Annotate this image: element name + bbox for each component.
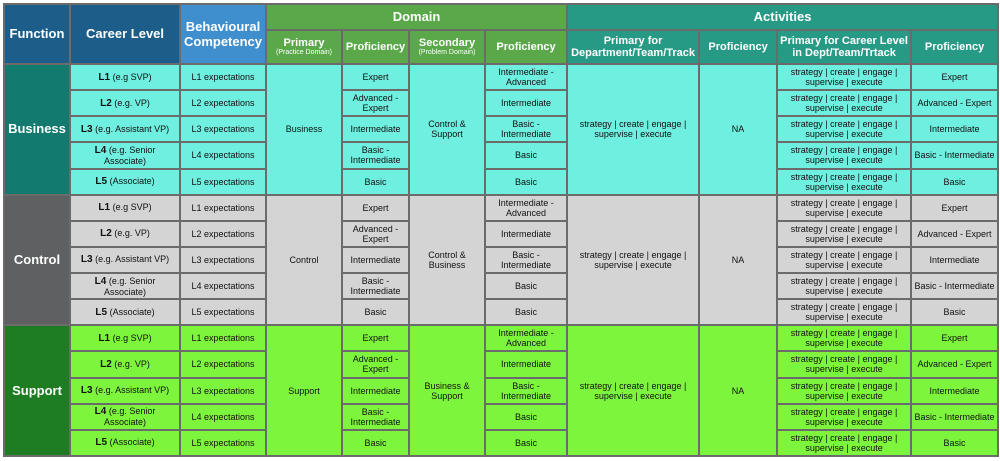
career-level-cell: [70, 64, 180, 90]
career-level-code: L5: [95, 437, 108, 449]
career-proficiency-cell: Basic - Intermediate: [911, 273, 998, 299]
career-proficiency-cell: Basic: [911, 299, 998, 325]
primary-proficiency-cell: Intermediate: [342, 116, 409, 142]
behavioural-expectation: L1 expectations: [180, 195, 266, 221]
career-activities-cell: strategy | create | engage | supervise | execute: [777, 430, 911, 456]
career-proficiency-cell: Basic: [911, 169, 998, 195]
career-activities-cell: strategy | create | engage | supervise | execute: [777, 116, 911, 142]
career-level-cell: [70, 430, 180, 456]
primary-proficiency-cell: Expert: [342, 325, 409, 351]
behavioural-expectation: L5 expectations: [180, 169, 266, 195]
career-level-example: (e.g. Senior Associate): [103, 144, 156, 166]
career-level-example: (e.g. VP): [114, 358, 150, 369]
career-level-example: (Associate): [109, 437, 155, 448]
secondary-domain-cell: Business & Support: [409, 325, 485, 456]
secondary-domain-cell: Control & Business: [409, 195, 485, 326]
career-activities-cell: strategy | create | engage | supervise | execute: [777, 404, 911, 430]
career-level-example: (e.g. Assistant VP): [95, 123, 170, 134]
career-level-code: L2: [100, 97, 112, 109]
career-activities-cell: strategy | create | engage | supervise | execute: [777, 325, 911, 351]
header-activities: Activities: [567, 4, 998, 30]
behavioural-expectation: L5 expectations: [180, 430, 266, 456]
table-row: [4, 142, 998, 168]
table-row: [4, 430, 998, 456]
career-level-code: L1: [98, 332, 111, 344]
career-level-example: (e.g. Assistant VP): [95, 254, 170, 265]
secondary-proficiency-cell: Basic: [485, 169, 567, 195]
career-level-example: (Associate): [109, 176, 155, 187]
table-row: [4, 116, 998, 142]
career-activities-cell: strategy | create | engage | supervise | execute: [777, 169, 911, 195]
behavioural-expectation: L2 expectations: [180, 90, 266, 116]
function-label: Business: [4, 64, 70, 195]
career-level-example: (e.g. Senior Associate): [103, 275, 156, 297]
career-level-example: (e.g. VP): [114, 97, 150, 108]
secondary-proficiency-cell: Basic - Intermediate: [485, 378, 567, 404]
function-label: Support: [4, 325, 70, 456]
dept-activities-cell: strategy | create | engage | supervise | execute: [567, 195, 699, 326]
primary-proficiency-cell: Basic: [342, 299, 409, 325]
career-proficiency-cell: Expert: [911, 64, 998, 90]
primary-domain-cell: Support: [266, 325, 342, 456]
secondary-proficiency-cell: Intermediate: [485, 90, 567, 116]
header-secondary-domain: [409, 30, 485, 64]
dept-proficiency-cell: NA: [699, 64, 777, 195]
career-level-example: (e.g. VP): [114, 228, 150, 239]
table-row: [4, 247, 998, 273]
secondary-proficiency-cell: Intermediate: [485, 221, 567, 247]
behavioural-expectation: L4 expectations: [180, 273, 266, 299]
table-row: [4, 351, 998, 377]
table-row: [4, 273, 998, 299]
career-level-code: L5: [95, 176, 108, 188]
career-level-cell: [70, 116, 180, 142]
behavioural-expectation: L5 expectations: [180, 299, 266, 325]
career-level-example: (e.g. Senior Associate): [103, 406, 156, 428]
career-activities-cell: strategy | create | engage | supervise | execute: [777, 273, 911, 299]
career-proficiency-cell: Intermediate: [911, 378, 998, 404]
career-proficiency-cell: Advanced - Expert: [911, 221, 998, 247]
career-level-cell: [70, 378, 180, 404]
primary-proficiency-cell: Expert: [342, 195, 409, 221]
header-primary-dept: Primary for Department/Team/Track: [567, 30, 699, 64]
career-level-cell: [70, 299, 180, 325]
career-level-example: (e.g SVP): [112, 332, 152, 343]
career-proficiency-cell: Advanced - Expert: [911, 351, 998, 377]
table-row: [4, 378, 998, 404]
career-level-code: L2: [100, 358, 112, 370]
header-function: Function: [4, 4, 70, 64]
secondary-proficiency-cell: Basic: [485, 273, 567, 299]
behavioural-expectation: L2 expectations: [180, 351, 266, 377]
career-level-code: L3: [80, 385, 93, 397]
primary-proficiency-cell: Basic - Intermediate: [342, 273, 409, 299]
table-row: [4, 64, 998, 90]
career-level-cell: [70, 404, 180, 430]
career-level-code: L4: [94, 275, 107, 287]
header-primary-proficiency: Proficiency: [342, 30, 409, 64]
matrix-body: [4, 64, 998, 456]
career-level-code: L3: [80, 123, 93, 135]
behavioural-expectation: L1 expectations: [180, 64, 266, 90]
header-primary-sub: (Practice Domain): [275, 49, 332, 56]
header-primary-career: Primary for Career Level in Dept/Team/Trtack: [777, 30, 911, 64]
behavioural-expectation: L4 expectations: [180, 404, 266, 430]
behavioural-expectation: L3 expectations: [180, 378, 266, 404]
secondary-proficiency-cell: Basic: [485, 299, 567, 325]
career-level-example: (Associate): [109, 306, 155, 317]
table-row: [4, 221, 998, 247]
primary-proficiency-cell: Expert: [342, 64, 409, 90]
career-level-code: L3: [80, 254, 93, 266]
career-activities-cell: strategy | create | engage | supervise | execute: [777, 142, 911, 168]
secondary-proficiency-cell: Intermediate - Advanced: [485, 325, 567, 351]
career-level-cell: [70, 351, 180, 377]
table-row: [4, 299, 998, 325]
behavioural-expectation: L3 expectations: [180, 116, 266, 142]
primary-proficiency-cell: Basic - Intermediate: [342, 404, 409, 430]
table-row: [4, 325, 998, 351]
career-level-cell: [70, 169, 180, 195]
career-level-cell: [70, 221, 180, 247]
career-level-code: L2: [100, 228, 112, 240]
career-activities-cell: strategy | create | engage | supervise | execute: [777, 221, 911, 247]
career-activities-cell: strategy | create | engage | supervise | execute: [777, 64, 911, 90]
header-secondary-sub: (Problem Domain): [418, 49, 476, 56]
competency-matrix-table: [3, 3, 999, 457]
career-level-example: (e.g SVP): [112, 202, 152, 213]
primary-domain-cell: Control: [266, 195, 342, 326]
dept-activities-cell: strategy | create | engage | supervise | execute: [567, 325, 699, 456]
secondary-proficiency-cell: Basic: [485, 142, 567, 168]
dept-activities-cell: strategy | create | engage | supervise | execute: [567, 64, 699, 195]
primary-proficiency-cell: Advanced - Expert: [342, 351, 409, 377]
career-proficiency-cell: Expert: [911, 325, 998, 351]
career-level-cell: [70, 325, 180, 351]
secondary-proficiency-cell: Basic: [485, 430, 567, 456]
career-activities-cell: strategy | create | engage | supervise | execute: [777, 299, 911, 325]
secondary-proficiency-cell: Basic - Intermediate: [485, 247, 567, 273]
career-level-cell: [70, 247, 180, 273]
secondary-proficiency-cell: Intermediate - Advanced: [485, 195, 567, 221]
table-row: [4, 195, 998, 221]
secondary-proficiency-cell: Intermediate - Advanced: [485, 64, 567, 90]
career-level-code: L4: [94, 406, 107, 418]
career-level-code: L4: [94, 144, 107, 156]
table-row: [4, 90, 998, 116]
table-row: [4, 169, 998, 195]
header-career-proficiency: Proficiency: [911, 30, 998, 64]
career-level-cell: [70, 273, 180, 299]
behavioural-expectation: L3 expectations: [180, 247, 266, 273]
primary-proficiency-cell: Basic - Intermediate: [342, 142, 409, 168]
primary-proficiency-cell: Basic: [342, 430, 409, 456]
header-dept-proficiency: Proficiency: [699, 30, 777, 64]
header-behavioural-competency: Behavioural Competency: [180, 4, 266, 64]
header-domain: Domain: [266, 4, 567, 30]
career-proficiency-cell: Basic - Intermediate: [911, 404, 998, 430]
secondary-proficiency-cell: Basic - Intermediate: [485, 116, 567, 142]
secondary-proficiency-cell: Basic: [485, 404, 567, 430]
career-proficiency-cell: Intermediate: [911, 247, 998, 273]
career-proficiency-cell: Basic: [911, 430, 998, 456]
dept-proficiency-cell: NA: [699, 325, 777, 456]
header-primary-label: Primary: [283, 37, 325, 49]
career-level-example: (e.g. Assistant VP): [95, 385, 170, 396]
career-activities-cell: strategy | create | engage | supervise | execute: [777, 195, 911, 221]
career-level-cell: [70, 195, 180, 221]
behavioural-expectation: L2 expectations: [180, 221, 266, 247]
primary-proficiency-cell: Intermediate: [342, 247, 409, 273]
career-level-code: L1: [98, 202, 111, 214]
career-activities-cell: strategy | create | engage | supervise | execute: [777, 90, 911, 116]
career-proficiency-cell: Intermediate: [911, 116, 998, 142]
career-activities-cell: strategy | create | engage | supervise | execute: [777, 247, 911, 273]
table-row: [4, 404, 998, 430]
header-secondary-proficiency: Proficiency: [485, 30, 567, 64]
career-proficiency-cell: Expert: [911, 195, 998, 221]
secondary-domain-cell: Control & Support: [409, 64, 485, 195]
career-level-cell: [70, 142, 180, 168]
secondary-proficiency-cell: Intermediate: [485, 351, 567, 377]
career-activities-cell: strategy | create | engage | supervise | execute: [777, 351, 911, 377]
behavioural-expectation: L1 expectations: [180, 325, 266, 351]
career-level-code: L1: [98, 71, 111, 83]
career-level-code: L5: [95, 306, 108, 318]
header-row-top: [4, 4, 998, 30]
header-career-level: Career Level: [70, 4, 180, 64]
primary-proficiency-cell: Advanced - Expert: [342, 221, 409, 247]
career-activities-cell: strategy | create | engage | supervise | execute: [777, 378, 911, 404]
career-proficiency-cell: Basic - Intermediate: [911, 142, 998, 168]
header-secondary-label: Secondary: [418, 37, 476, 49]
career-proficiency-cell: Advanced - Expert: [911, 90, 998, 116]
primary-domain-cell: Business: [266, 64, 342, 195]
primary-proficiency-cell: Intermediate: [342, 378, 409, 404]
career-level-cell: [70, 90, 180, 116]
career-level-example: (e.g SVP): [112, 71, 152, 82]
header-primary-domain: [266, 30, 342, 64]
function-label: Control: [4, 195, 70, 326]
primary-proficiency-cell: Advanced - Expert: [342, 90, 409, 116]
primary-proficiency-cell: Basic: [342, 169, 409, 195]
behavioural-expectation: L4 expectations: [180, 142, 266, 168]
dept-proficiency-cell: NA: [699, 195, 777, 326]
